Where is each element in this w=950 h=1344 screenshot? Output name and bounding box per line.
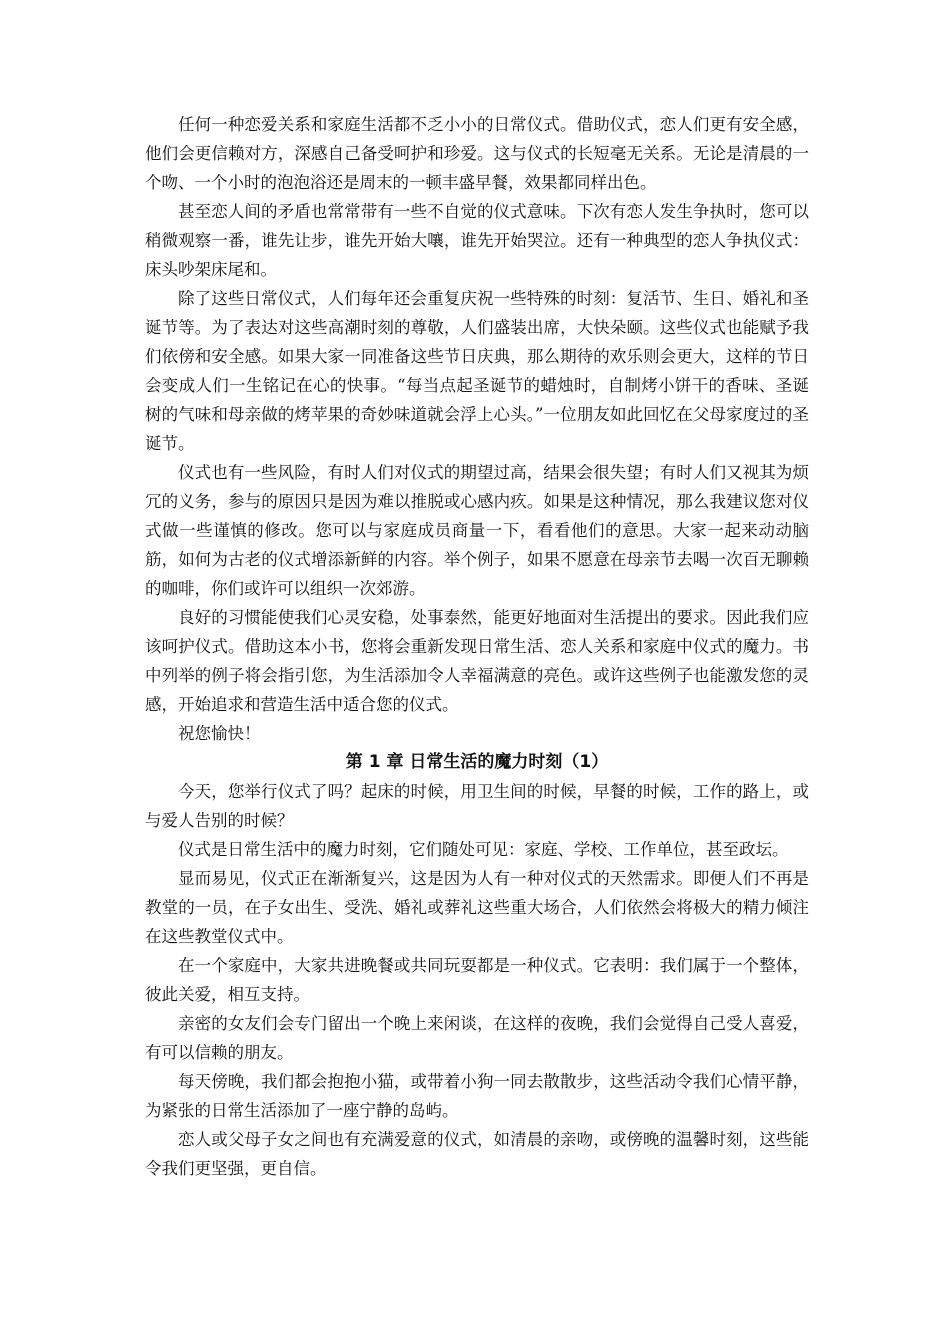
intro-paragraph-5: 良好的习惯能使我们心灵安稳，处事泰然，能更好地面对生活提出的要求。因此我们应该呵护仪式。借助这本小书，您将会重新发现日常生活、恋人关系和家庭中仪式的魔力。书中列举的例子将会指引您，为生活添加令人幸福满意的亮色。或许这些例子也能激发您的灵感，开始追求和营造生活中适合您的仪式。 (145, 608, 809, 714)
chapter-paragraph-1: 今天，您举行仪式了吗？起床的时候，用卫生间的时候，早餐的时候，工作的路上，或与爱人告别的时候？ (145, 782, 809, 830)
chapter-paragraph-5: 亲密的女友们会专门留出一个晚上来闲谈，在这样的夜晚，我们会觉得自己受人喜爱，有可以信赖的朋友。 (145, 1014, 809, 1062)
chapter-paragraph-6: 每天傍晚，我们都会抱抱小猫，或带着小狗一同去散散步，这些活动令我们心情平静，为紧张的日常生活添加了一座宁静的岛屿。 (145, 1072, 809, 1120)
intro-paragraph-3: 除了这些日常仪式，人们每年还会重复庆祝一些特殊的时刻：复活节、生日、婚礼和圣诞节等。为了表达对这些高潮时刻的尊敬，人们盛装出席，大快朵颐。这些仪式也能赋予我们依傍和安全感。如果大家一同准备这些节日庆典，那么期待的欢乐则会更大，这样的节日会变成人们一生铭记在心的快事。“每当点起圣诞节的蜡烛时，自制烤小饼干的香味、圣诞树的气味和母亲做的烤苹果的奇妙味道就会浮上心头。”一位朋友如此回忆在父母家度过的圣诞节。 (145, 289, 809, 453)
chapter-paragraph-4: 在一个家庭中，大家共进晚餐或共同玩耍都是一种仪式。它表明：我们属于一个整体，彼此关爱，相互支持。 (145, 956, 809, 1004)
chapter-paragraph-7: 恋人或父母子女之间也有充满爱意的仪式，如清晨的亲吻，或傍晚的温馨时刻，这些能令我们更坚强，更自信。 (145, 1130, 809, 1178)
intro-paragraph-4: 仪式也有一些风险，有时人们对仪式的期望过高，结果会很失望；有时人们又视其为烦冗的义务，参与的原因只是因为难以推脱或心感内疚。如果是这种情况，那么我建议您对仪式做一些谨慎的修改。您可以与家庭成员商量一下，看看他们的意思。大家一起来动动脑筋，如何为古老的仪式增添新鲜的内容。举个例子，如果不愿意在母亲节去喝一次百无聊赖的咖啡，你们或许可以组织一次郊游。 (145, 463, 809, 598)
chapter-paragraph-3: 显而易见，仪式正在渐渐复兴，这是因为人有一种对仪式的天然需求。即便人们不再是教堂的一员，在子女出生、受洗、婚礼或葬礼这些重大场合，人们依然会将极大的精力倾注在这些教堂仪式中。 (145, 869, 809, 946)
document-page (145, 110, 809, 1183)
intro-paragraph-2: 甚至恋人间的矛盾也常常带有一些不自觉的仪式意味。下次有恋人发生争执时，您可以稍微观察一番，谁先让步，谁先开始大嚷，谁先开始哭泣。还有一种典型的恋人争执仪式：床头吵架床尾和。 (145, 202, 809, 279)
closing-greeting: 祝您愉快！ (178, 724, 261, 743)
chapter-paragraph-2: 仪式是日常生活中的魔力时刻，它们随处可见：家庭、学校、工作单位，甚至政坛。 (178, 840, 789, 859)
intro-paragraph-1: 任何一种恋爱关系和家庭生活都不乏小小的日常仪式。借助仪式，恋人们更有安全感，他们会更信赖对方，深感自己备受呵护和珍爱。这与仪式的长短毫无关系。无论是清晨的一个吻、一个小时的泡泡浴还是周末的一顿丰盛早餐，效果都同样出色。 (145, 115, 809, 192)
chapter-title: 第 1 章 日常生活的魔力时刻（1） (345, 752, 609, 772)
